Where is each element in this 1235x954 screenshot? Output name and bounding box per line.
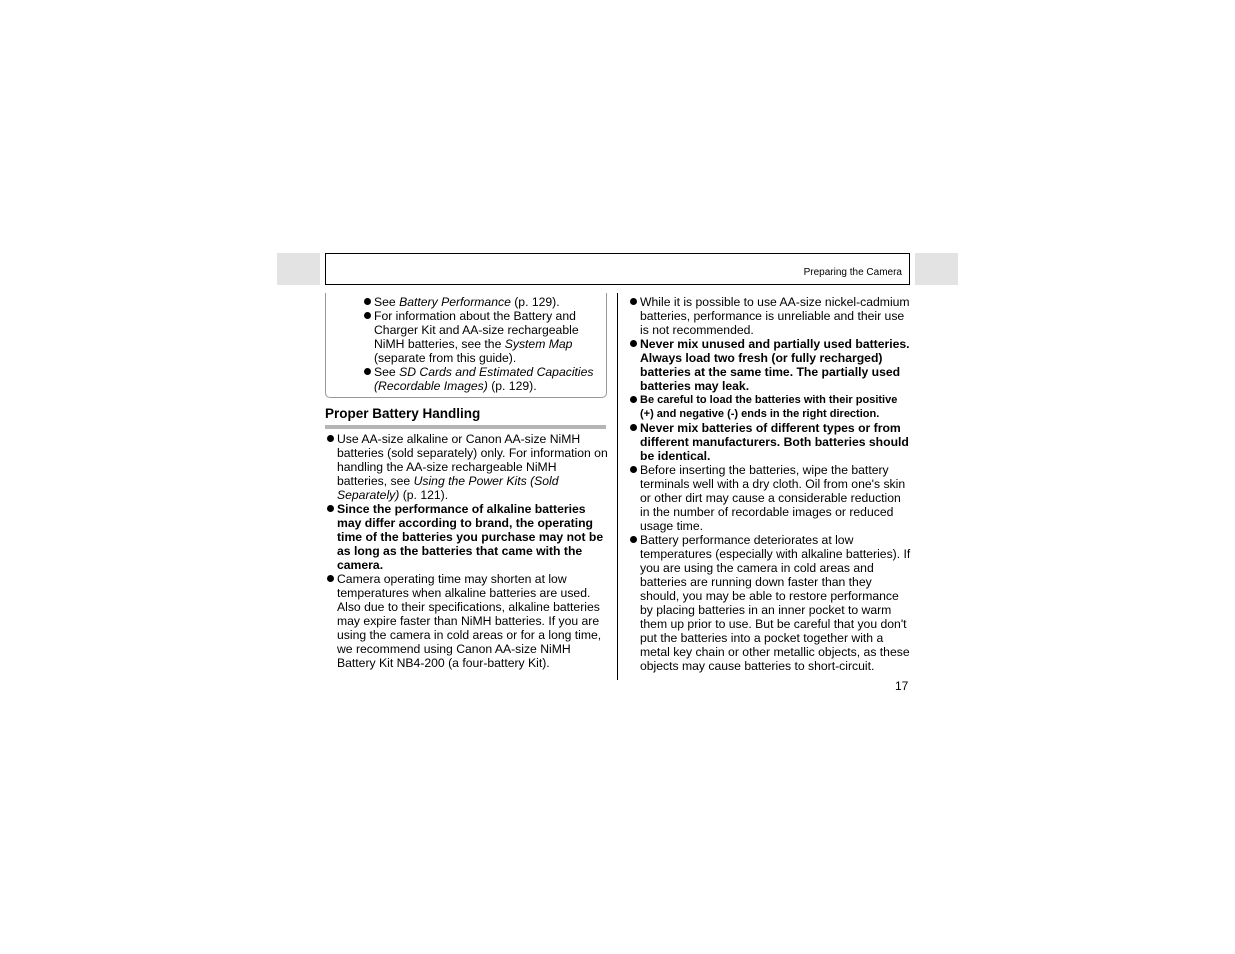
item-text: Camera operating time may shorten at low temperatures when alkaline batteries are used. Also due to their specifications, alkaline batteries may expire faster than NiMH batteries. If you are using the camera in cold areas or for a long time, we recommend using Canon AA-size NiMH Battery Kit NB4-200 (a four-battery Kit).: [337, 572, 602, 670]
heading-rule: [325, 425, 606, 429]
item-text: Before inserting the batteries, wipe the battery terminals well with a dry cloth. Oil from one's skin or other dirt may cause a considerable reduction in the number of recordable images or reduced usage time.: [640, 463, 906, 533]
bullet-icon: [364, 312, 371, 319]
page-number: 17: [895, 679, 909, 693]
item-text: See: [374, 295, 400, 309]
item-text: Be careful to load the batteries with their positive (+) and negative (-) ends in the right direction.: [640, 394, 898, 420]
list-item: [640, 393, 912, 421]
item-text: (p. 129).: [510, 295, 560, 309]
item-text: Use AA-size alkaline or Canon AA-size NiMH batteries (sold separately) only. For information on handling the AA-size rechargeable NiMH batteries, see: [337, 432, 608, 488]
section-heading: Proper Battery Handling: [325, 406, 481, 421]
bullet-icon: [630, 424, 637, 431]
item-text: (p. 121).: [399, 488, 449, 502]
item-text: (separate from this guide).: [374, 351, 517, 365]
list-item: [640, 421, 912, 463]
right-column-list: [640, 295, 912, 673]
bullet-icon: [364, 298, 371, 305]
item-text: While it is possible to use AA-size nickel-cadmium batteries, performance is unreliable and their use is not recommended.: [640, 295, 910, 337]
list-item: [640, 463, 912, 533]
list-item: [640, 295, 912, 337]
item-text: See: [374, 365, 400, 379]
bullet-icon: [630, 466, 637, 473]
bullet-icon: [630, 298, 637, 305]
item-text: For information about the Battery and Charger Kit and AA-size rechargeable NiMH batteries, see the: [374, 309, 579, 351]
header-title: Preparing the Camera: [803, 267, 902, 278]
list-item: [374, 295, 602, 309]
bullet-icon: [630, 340, 637, 347]
reference-title: System Map: [504, 337, 573, 351]
item-text: Battery performance deteriorates at low temperatures (especially with alkaline batteries). If you are using the camera in cold areas and batteries are running down faster than they should, you may be able to restore performance by placing batteries in an inner pocket to warm them up prior to use. But be careful that you don't put the batteries into a pocket together with a metal key chain or other metallic objects, as these objects may cause batteries to short-circuit.: [640, 533, 911, 673]
list-item: [640, 533, 912, 673]
left-column-list: [337, 432, 609, 670]
page-header: [325, 253, 910, 285]
list-item: [374, 309, 602, 365]
item-text: Never mix batteries of different types or from different manufacturers. Both batteries should be identical.: [640, 421, 909, 463]
item-text: (p. 129).: [487, 379, 537, 393]
bullet-icon: [327, 505, 334, 512]
bullet-icon: [630, 536, 637, 543]
column-divider: [617, 293, 618, 680]
bullet-icon: [630, 396, 637, 403]
list-item: [337, 502, 609, 572]
left-margin-tab: [277, 253, 320, 285]
bullet-icon: [364, 368, 371, 375]
note-list: [374, 295, 602, 393]
list-item: [337, 432, 609, 502]
reference-title: Battery Performance: [399, 295, 511, 309]
bullet-icon: [327, 435, 334, 442]
right-margin-tab: [915, 253, 958, 285]
bullet-icon: [327, 575, 334, 582]
list-item: [640, 337, 912, 393]
item-text: Never mix unused and partially used batteries. Always load two fresh (or fully recharged) batteries at the same time. The partially used batteries may leak.: [640, 337, 910, 393]
item-text: Since the performance of alkaline batteries may differ according to brand, the operating time of the batteries you purchase may not be as long as the batteries that came with the camera.: [337, 502, 604, 572]
reference-title: Using the Power Kits (Sold Separately): [337, 474, 559, 502]
list-item: [337, 572, 609, 670]
list-item: [374, 365, 602, 393]
reference-title: SD Cards and Estimated Capacities (Recordable Images): [374, 365, 594, 393]
